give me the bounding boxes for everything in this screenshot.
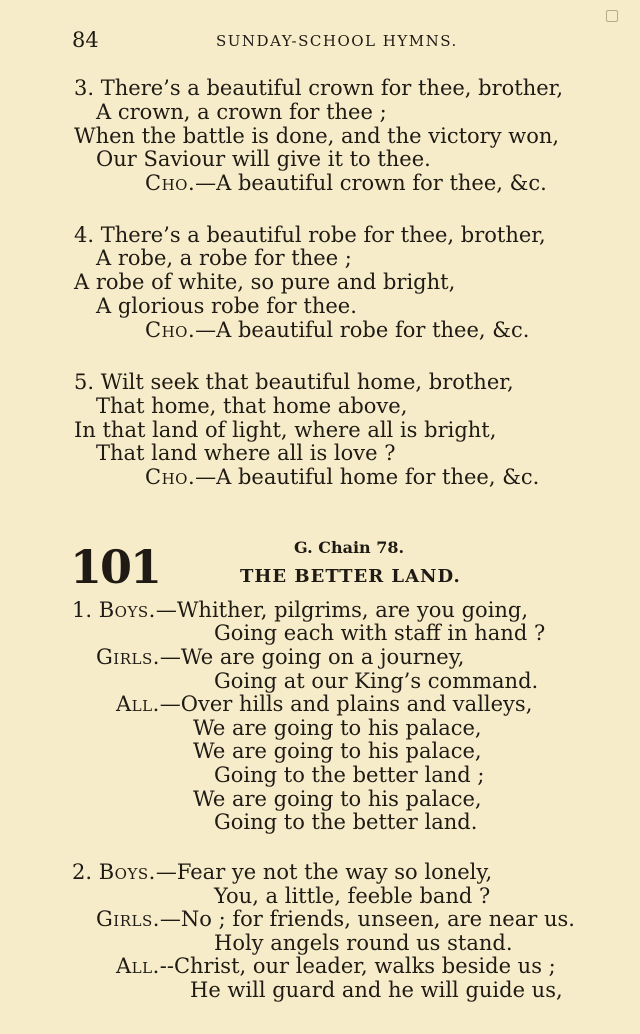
verse-line: All.—Over hills and plains and valleys,: [116, 692, 533, 716]
corner-mark: [606, 10, 618, 22]
verse-line: A robe, a robe for thee ;: [96, 246, 352, 270]
verse-line: He will guard and he will guide us,: [190, 978, 563, 1002]
verse-line: Our Saviour will give it to thee.: [96, 147, 431, 171]
verse-line: We are going to his palace,: [193, 787, 482, 811]
chorus-line: Cho.—A beautiful home for thee, &c.: [145, 465, 540, 489]
verse-line: In that land of light, where all is bright,: [74, 418, 497, 442]
verse-line: 1. Boys.—Whither, pilgrims, are you going,: [72, 598, 529, 622]
verse-line: That home, that home above,: [96, 394, 408, 418]
verse-line: Going each with staff in hand ?: [214, 621, 546, 645]
tune-reference: G. Chain 78.: [294, 538, 405, 557]
verse-line: Girls.—No ; for friends, unseen, are near us.: [96, 907, 575, 931]
verse-line: A glorious robe for thee.: [96, 294, 357, 318]
verse-line: Girls.—We are going on a journey,: [96, 645, 465, 669]
verse-line: That land where all is love ?: [96, 441, 396, 465]
running-title: SUNDAY-SCHOOL HYMNS.: [216, 32, 458, 50]
verse-line: A robe of white, so pure and bright,: [74, 270, 456, 294]
verse-line: 2. Boys.—Fear ye not the way so lonely,: [72, 860, 493, 884]
verse-line: 3. There’s a beautiful crown for thee, brother,: [74, 76, 564, 100]
verse-line: All.--Christ, our leader, walks beside us ;: [116, 954, 556, 978]
verse-line: Going at our King’s command.: [214, 669, 539, 693]
verse-line: We are going to his palace,: [193, 739, 482, 763]
hymn-title: THE BETTER LAND.: [240, 566, 461, 587]
verse-line: When the battle is done, and the victory won,: [74, 124, 560, 148]
chorus-line: Cho.—A beautiful crown for thee, &c.: [145, 171, 547, 195]
verse-line: 4. There’s a beautiful robe for thee, brother,: [74, 223, 546, 247]
verse-line: You, a little, feeble band ?: [214, 884, 491, 908]
verse-line: A crown, a crown for thee ;: [96, 100, 387, 124]
page-header: [72, 28, 492, 54]
verse-line: We are going to his palace,: [193, 716, 482, 740]
chorus-line: Cho.—A beautiful robe for thee, &c.: [145, 318, 530, 342]
verse-line: Holy angels round us stand.: [214, 931, 513, 955]
page-number: 84: [72, 28, 99, 52]
verse-line: Going to the better land ;: [214, 763, 485, 787]
verse-line: Going to the better land.: [214, 810, 478, 834]
hymn-number: 101: [70, 540, 161, 594]
verse-line: 5. Wilt seek that beautiful home, brother,: [74, 370, 514, 394]
